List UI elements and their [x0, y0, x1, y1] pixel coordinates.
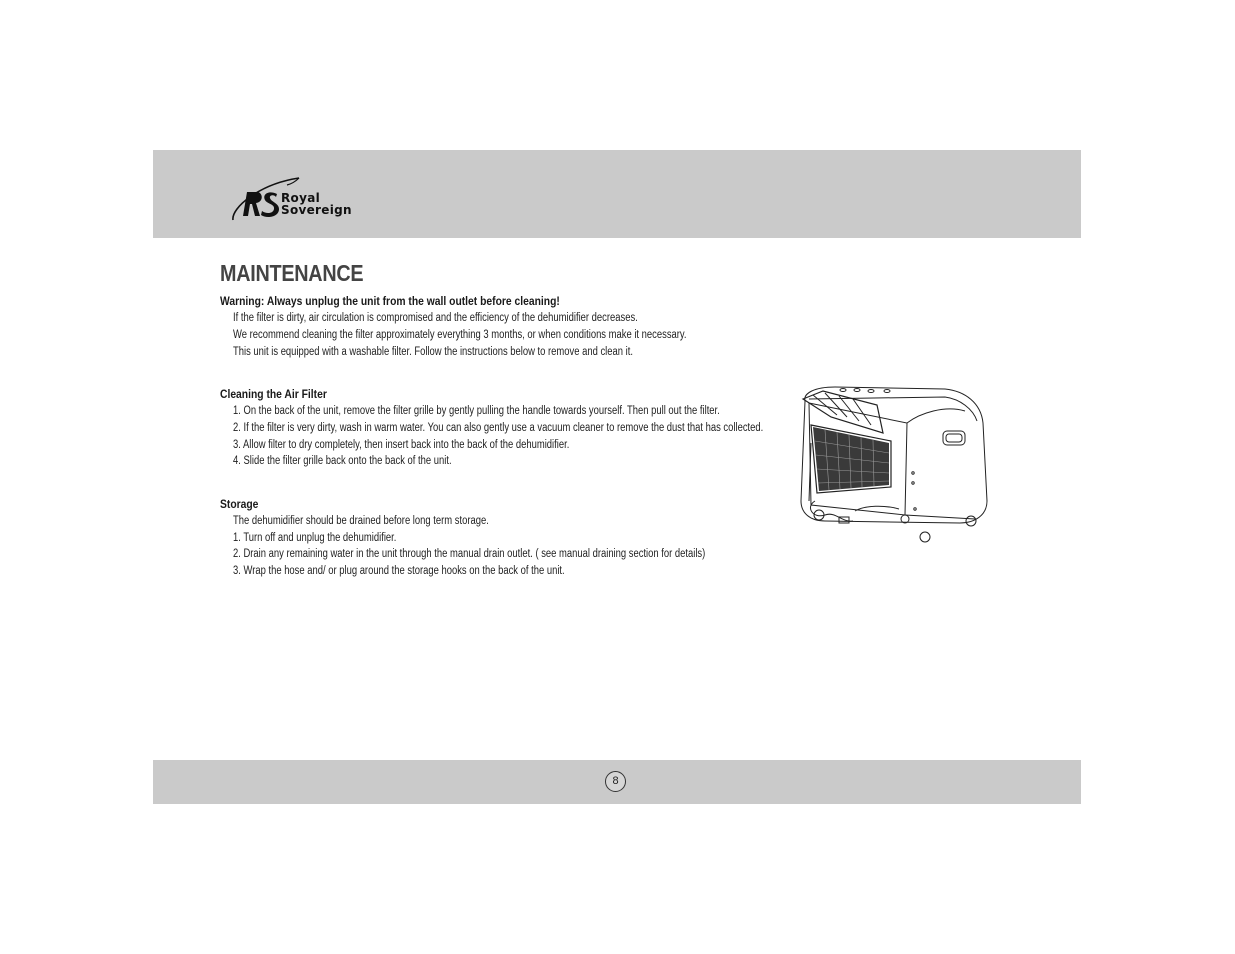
filter-step-2: 2. If the filter is very dirty, wash in warm water. You can also gently use a vacuum cleaner to remove the dust that has collected.	[233, 422, 764, 434]
filter-step-4: 4. Slide the filter grille back onto the back of the unit.	[233, 455, 452, 467]
page-footer	[153, 760, 1081, 804]
maintenance-content	[220, 258, 1080, 577]
storage-section-heading: Storage	[220, 497, 259, 511]
filter-mesh	[813, 427, 889, 491]
page-number: 8	[605, 771, 626, 792]
storage-step-3: 3. Wrap the hose and/ or plug around the storage hooks on the back of the unit.	[233, 565, 565, 577]
filter-step-1: 1. On the back of the unit, remove the filter grille by gently pulling the handle towards yourself. Then pull out the filter.	[233, 405, 720, 417]
filter-step-3: 3. Allow filter to dry completely, then insert back into the back of the dehumidifier.	[233, 439, 570, 451]
logo-text-royal: Royal	[281, 191, 321, 205]
page-title: MAINTENANCE	[220, 260, 364, 286]
storage-step-2: 2. Drain any remaining water in the unit through the manual drain outlet. ( see manual draining section for details)	[233, 548, 706, 560]
warning-text: Warning: Always unplug the unit from the wall outlet before cleaning!	[220, 294, 560, 308]
storage-intro: The dehumidifier should be drained before long term storage.	[233, 515, 489, 527]
dehumidifier-filter-illustration	[795, 383, 990, 545]
page-header	[153, 150, 1081, 238]
intro-line-1: If the filter is dirty, air circulation is compromised and the efficiency of the dehumidifier decreases.	[233, 312, 638, 324]
filter-section-heading: Cleaning the Air Filter	[220, 387, 327, 401]
storage-step-1: 1. Turn off and unplug the dehumidifier.	[233, 532, 397, 544]
intro-line-3: This unit is equipped with a washable filter. Follow the instructions below to remove and clean it.	[233, 346, 633, 358]
royal-sovereign-logo	[229, 172, 359, 224]
intro-line-2: We recommend cleaning the filter approximately everything 3 months, or when conditions make it necessary.	[233, 329, 687, 341]
logo-text-sovereign: Sovereign	[281, 203, 352, 217]
